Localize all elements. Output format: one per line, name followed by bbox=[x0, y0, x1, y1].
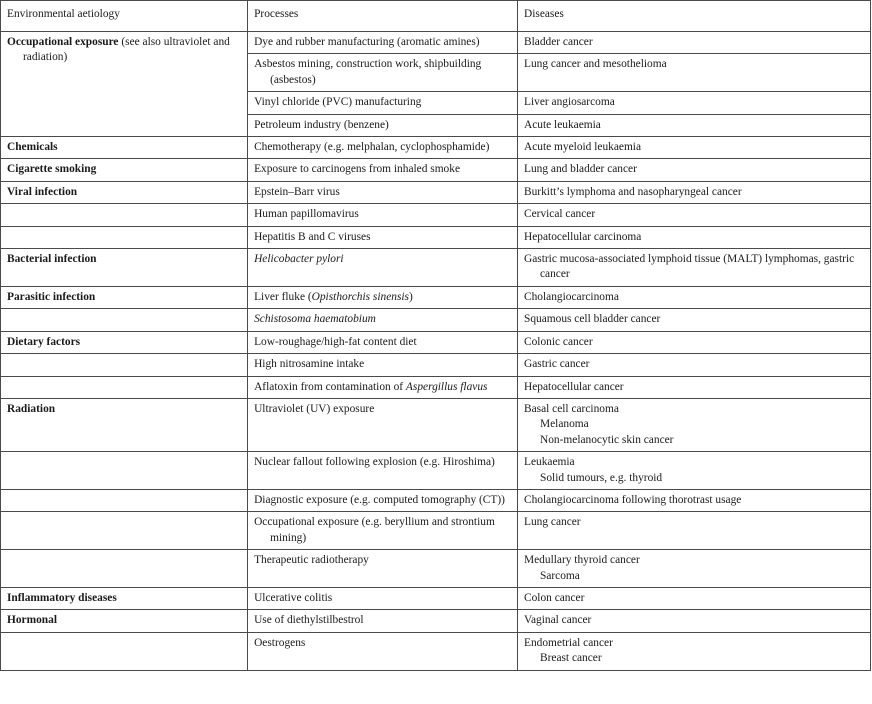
empty-cell bbox=[1, 489, 248, 511]
header-aetiology: Environmental aetiology bbox=[1, 1, 248, 32]
disease-cell: Cholangiocarcinoma following thorotrast usage bbox=[518, 489, 871, 511]
table-row bbox=[1, 489, 871, 511]
process-cell: Aflatoxin from contamination of Aspergillus flavus bbox=[248, 376, 518, 398]
category-smoking: Cigarette smoking bbox=[1, 159, 248, 181]
category-parasitic: Parasitic infection bbox=[1, 286, 248, 308]
process-cell: Nuclear fallout following explosion (e.g. Hiroshima) bbox=[248, 452, 518, 490]
disease-cell: Hepatocellular carcinoma bbox=[518, 226, 871, 248]
table-row bbox=[1, 550, 871, 588]
empty-cell bbox=[1, 452, 248, 490]
disease-cell: Colon cancer bbox=[518, 587, 871, 609]
empty-cell bbox=[1, 226, 248, 248]
disease-cell: Lung and bladder cancer bbox=[518, 159, 871, 181]
table-row bbox=[1, 632, 871, 670]
disease-cell: Colonic cancer bbox=[518, 331, 871, 353]
header-row bbox=[1, 1, 871, 32]
table-row bbox=[1, 32, 871, 54]
process-cell: Oestrogens bbox=[248, 632, 518, 670]
table-row bbox=[1, 398, 871, 451]
disease-cell: Basal cell carcinoma Melanoma Non-melanocytic skin cancer bbox=[518, 398, 871, 451]
process-cell: Human papillomavirus bbox=[248, 204, 518, 226]
empty-cell bbox=[1, 632, 248, 670]
process-cell: Ulcerative colitis bbox=[248, 587, 518, 609]
disease-cell: Vaginal cancer bbox=[518, 610, 871, 632]
disease-cell: Lung cancer bbox=[518, 512, 871, 550]
disease-cell: Cervical cancer bbox=[518, 204, 871, 226]
table-row bbox=[1, 226, 871, 248]
disease-cell: Hepatocellular cancer bbox=[518, 376, 871, 398]
table-row bbox=[1, 587, 871, 609]
process-cell: Epstein–Barr virus bbox=[248, 181, 518, 203]
process-cell: Chemotherapy (e.g. melphalan, cyclophosphamide) bbox=[248, 137, 518, 159]
table-row bbox=[1, 354, 871, 376]
category-viral: Viral infection bbox=[1, 181, 248, 203]
empty-cell bbox=[1, 512, 248, 550]
empty-cell bbox=[1, 204, 248, 226]
header-diseases: Diseases bbox=[518, 1, 871, 32]
table-row bbox=[1, 204, 871, 226]
disease-cell: Leukaemia Solid tumours, e.g. thyroid bbox=[518, 452, 871, 490]
disease-cell: Cholangiocarcinoma bbox=[518, 286, 871, 308]
disease-cell: Bladder cancer bbox=[518, 32, 871, 54]
empty-cell bbox=[1, 376, 248, 398]
process-cell: Schistosoma haematobium bbox=[248, 309, 518, 331]
disease-cell: Acute myeloid leukaemia bbox=[518, 137, 871, 159]
process-cell: Diagnostic exposure (e.g. computed tomography (CT)) bbox=[248, 489, 518, 511]
table-row bbox=[1, 137, 871, 159]
process-cell: Occupational exposure (e.g. beryllium and strontium mining) bbox=[248, 512, 518, 550]
disease-cell: Burkitt’s lymphoma and nasopharyngeal cancer bbox=[518, 181, 871, 203]
process-cell: Ultraviolet (UV) exposure bbox=[248, 398, 518, 451]
process-cell: High nitrosamine intake bbox=[248, 354, 518, 376]
header-processes: Processes bbox=[248, 1, 518, 32]
category-chemicals: Chemicals bbox=[1, 137, 248, 159]
process-cell: Use of diethylstilbestrol bbox=[248, 610, 518, 632]
disease-cell: Gastric cancer bbox=[518, 354, 871, 376]
category-inflammatory: Inflammatory diseases bbox=[1, 587, 248, 609]
empty-cell bbox=[1, 550, 248, 588]
table-row bbox=[1, 610, 871, 632]
process-cell: Petroleum industry (benzene) bbox=[248, 114, 518, 136]
table-row bbox=[1, 286, 871, 308]
process-cell: Dye and rubber manufacturing (aromatic amines) bbox=[248, 32, 518, 54]
disease-cell: Squamous cell bladder cancer bbox=[518, 309, 871, 331]
table-row bbox=[1, 452, 871, 490]
disease-cell: Gastric mucosa-associated lymphoid tissue (MALT) lymphomas, gastric cancer bbox=[518, 249, 871, 287]
disease-cell: Endometrial cancer Breast cancer bbox=[518, 632, 871, 670]
category-cell bbox=[1, 32, 248, 137]
disease-cell: Lung cancer and mesothelioma bbox=[518, 54, 871, 92]
process-cell: Low-roughage/high-fat content diet bbox=[248, 331, 518, 353]
table-row bbox=[1, 249, 871, 287]
category-dietary: Dietary factors bbox=[1, 331, 248, 353]
disease-cell: Acute leukaemia bbox=[518, 114, 871, 136]
table-row bbox=[1, 309, 871, 331]
empty-cell bbox=[1, 354, 248, 376]
empty-cell bbox=[1, 309, 248, 331]
process-cell: Exposure to carcinogens from inhaled smoke bbox=[248, 159, 518, 181]
disease-cell: Medullary thyroid cancer Sarcoma bbox=[518, 550, 871, 588]
category-hormonal: Hormonal bbox=[1, 610, 248, 632]
category-bacterial: Bacterial infection bbox=[1, 249, 248, 287]
process-cell: Vinyl chloride (PVC) manufacturing bbox=[248, 92, 518, 114]
category-radiation: Radiation bbox=[1, 398, 248, 451]
table-row bbox=[1, 512, 871, 550]
process-cell: Therapeutic radiotherapy bbox=[248, 550, 518, 588]
process-cell: Liver fluke (Opisthorchis sinensis) bbox=[248, 286, 518, 308]
process-cell: Helicobacter pylori bbox=[248, 249, 518, 287]
category-occupational: Occupational exposure (see also ultraviolet and radiation) bbox=[7, 36, 230, 64]
process-cell: Hepatitis B and C viruses bbox=[248, 226, 518, 248]
table-row bbox=[1, 331, 871, 353]
table-row bbox=[1, 376, 871, 398]
disease-cell: Liver angiosarcoma bbox=[518, 92, 871, 114]
process-cell: Asbestos mining, construction work, shipbuilding (asbestos) bbox=[248, 54, 518, 92]
table-row bbox=[1, 181, 871, 203]
table-row bbox=[1, 159, 871, 181]
